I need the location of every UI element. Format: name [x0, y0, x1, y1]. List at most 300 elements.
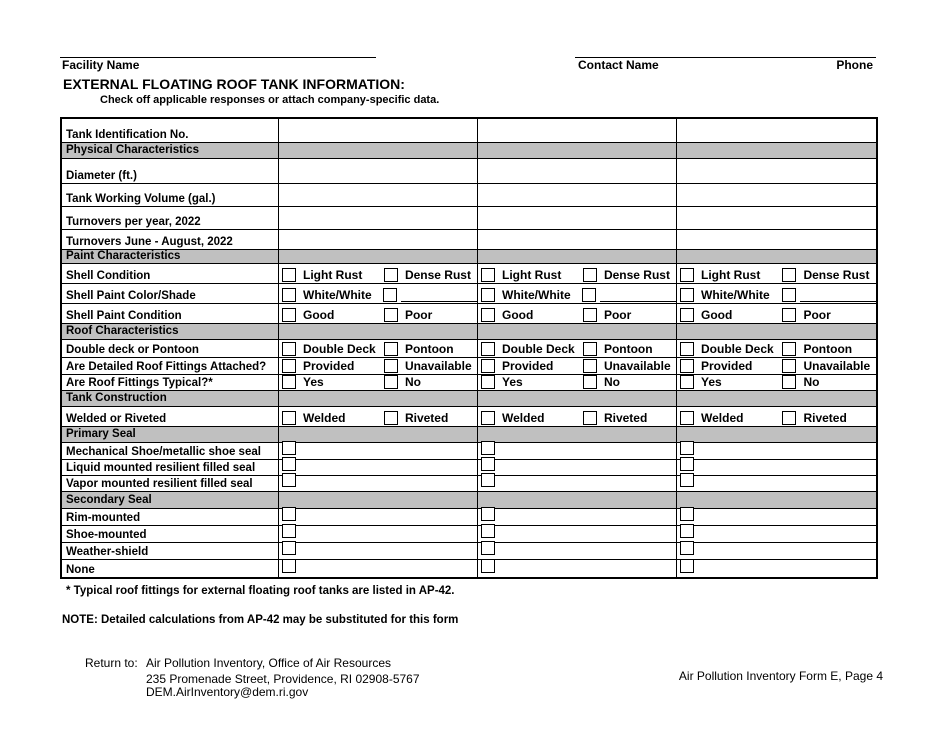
checkbox[interactable]	[282, 342, 296, 356]
other-fill-line[interactable]	[600, 301, 676, 302]
tank-1-cell	[278, 250, 477, 263]
option-pontoon[interactable]	[381, 342, 477, 357]
option-double-deck[interactable]	[279, 342, 381, 357]
checkbox[interactable]	[282, 559, 296, 573]
row-label: Diameter (ft.)	[66, 170, 137, 182]
section-header	[62, 250, 876, 264]
checkbox[interactable]	[383, 288, 397, 302]
tank-1-cell[interactable]	[278, 184, 477, 206]
option-dense-rust[interactable]	[779, 268, 876, 283]
option-welded[interactable]	[478, 411, 580, 426]
table-row	[62, 375, 876, 391]
option-welded[interactable]	[279, 411, 381, 426]
option-poor[interactable]	[580, 308, 676, 323]
checkbox-wrap[interactable]	[478, 559, 495, 577]
row-label: None	[66, 564, 95, 576]
tank-3-cell	[676, 324, 876, 339]
checkbox[interactable]	[384, 308, 398, 322]
checkbox[interactable]	[282, 359, 296, 373]
option-light-rust[interactable]	[677, 268, 779, 283]
option-dense-rust[interactable]	[381, 268, 477, 283]
tank-1-cell	[278, 543, 477, 559]
checkbox[interactable]	[481, 375, 495, 389]
row-label: Tank Identification No.	[66, 129, 189, 141]
tank-2-cell	[477, 476, 676, 491]
checkbox-wrap[interactable]	[279, 473, 296, 491]
option-label: White/White	[303, 288, 372, 302]
option-other[interactable]	[380, 288, 477, 303]
option-no[interactable]	[779, 375, 876, 390]
instructions: Check off applicable responses or attach company-specific data.	[100, 94, 440, 106]
checkbox[interactable]	[282, 441, 296, 455]
option-yes[interactable]	[279, 375, 381, 390]
row-label: Shell Paint Color/Shade	[66, 290, 196, 302]
option-label: Good	[502, 308, 534, 322]
tank-1-cell	[278, 304, 477, 323]
checkbox[interactable]	[680, 375, 694, 389]
table-row	[62, 476, 876, 492]
table-row	[62, 543, 876, 560]
option-good[interactable]	[279, 308, 381, 323]
tank-1-cell	[278, 443, 477, 459]
row-label: Weather-shield	[66, 546, 149, 558]
option-label: Unavailable	[404, 359, 472, 373]
checkbox[interactable]	[282, 524, 296, 538]
option-riveted[interactable]	[381, 411, 477, 426]
table-row	[62, 159, 876, 184]
option-poor[interactable]	[381, 308, 477, 323]
tank-1-cell	[278, 340, 477, 357]
checkbox[interactable]	[282, 268, 296, 282]
tank-1-cell	[278, 284, 477, 303]
tank-1-cell[interactable]	[278, 230, 477, 249]
checkbox-wrap[interactable]	[478, 541, 495, 559]
tank-1-cell	[278, 391, 477, 406]
tank-2-cell	[477, 250, 676, 263]
option-label: Yes	[701, 375, 722, 389]
tank-1-cell	[278, 560, 477, 577]
checkbox[interactable]	[481, 359, 495, 373]
option-label: No	[404, 375, 421, 389]
row-label: Turnovers June - August, 2022	[66, 236, 233, 248]
tank-1-cell	[278, 476, 477, 491]
tank-3-cell	[676, 304, 876, 323]
option-label: Pontoon	[603, 342, 653, 356]
tank-2-cell	[477, 543, 676, 559]
tank-2-cell	[477, 358, 676, 374]
tank-2-cell	[477, 340, 676, 357]
option-label: Light Rust	[701, 268, 761, 282]
option-light-rust[interactable]	[478, 268, 580, 283]
checkbox-wrap[interactable]	[279, 524, 296, 542]
section-header	[62, 143, 876, 159]
checkbox[interactable]	[680, 268, 694, 282]
table-row	[62, 526, 876, 543]
table-row	[62, 460, 876, 476]
contact-name-label: Contact Name	[578, 58, 659, 72]
checkbox-wrap[interactable]	[677, 473, 694, 491]
option-label: No	[603, 375, 620, 389]
address: 235 Promenade Street, Providence, RI 02908-5767	[146, 672, 420, 686]
option-pontoon[interactable]	[779, 342, 876, 357]
tank-3-cell	[676, 250, 876, 263]
option-label: Provided	[701, 359, 753, 373]
checkbox[interactable]	[583, 359, 597, 373]
option-label: Light Rust	[502, 268, 562, 282]
table-row	[62, 284, 876, 304]
tank-1-cell	[278, 526, 477, 542]
tank-2-cell	[477, 427, 676, 442]
tank-1-cell	[278, 492, 477, 508]
tank-2-cell	[477, 560, 676, 577]
row-label: Are Roof Fittings Typical?*	[66, 377, 213, 389]
tank-2-cell	[477, 407, 676, 426]
option-white-white[interactable]	[279, 288, 380, 303]
tank-2-cell	[477, 304, 676, 323]
tank-1-cell	[278, 509, 477, 525]
tank-1-cell	[278, 358, 477, 374]
checkbox[interactable]	[680, 473, 694, 487]
tank-3-cell	[676, 391, 876, 406]
option-label: Riveted	[404, 411, 449, 425]
checkbox[interactable]	[782, 288, 796, 302]
tank-2-cell	[477, 526, 676, 542]
option-label: Light Rust	[303, 268, 363, 282]
checkbox[interactable]	[583, 342, 597, 356]
tank-2-cell[interactable]	[477, 207, 676, 229]
section-header	[62, 427, 876, 443]
option-label: Poor	[603, 308, 632, 322]
option-no[interactable]	[381, 375, 477, 390]
tank-1-cell	[278, 375, 477, 390]
other-fill-line[interactable]	[401, 301, 477, 302]
page-title: EXTERNAL FLOATING ROOF TANK INFORMATION:	[63, 76, 405, 92]
option-riveted[interactable]	[779, 411, 876, 426]
return-to-label: Return to:	[85, 656, 138, 670]
checkbox[interactable]	[782, 268, 796, 282]
tank-3-cell	[676, 375, 876, 390]
tank-2-cell[interactable]	[477, 184, 676, 206]
option-label: Poor	[803, 308, 831, 322]
checkbox[interactable]	[481, 268, 495, 282]
checkbox[interactable]	[680, 359, 694, 373]
checkbox[interactable]	[481, 541, 495, 555]
checkbox[interactable]	[680, 288, 694, 302]
option-label: Pontoon	[803, 342, 853, 356]
footnote: * Typical roof fittings for external floating roof tanks are listed in AP-42.	[66, 585, 455, 597]
tank-3-cell	[676, 340, 876, 357]
checkbox[interactable]	[481, 342, 495, 356]
tank-2-cell	[477, 264, 676, 283]
option-label: Double Deck	[303, 342, 376, 356]
tank-3-cell	[676, 443, 876, 459]
row-label: Paint Characteristics	[66, 250, 181, 262]
row-label: Rim-mounted	[66, 512, 141, 524]
row-label: Welded or Riveted	[66, 413, 167, 425]
checkbox[interactable]	[282, 308, 296, 322]
checkbox-wrap[interactable]	[478, 507, 495, 525]
row-label: Tank Construction	[66, 392, 167, 404]
checkbox[interactable]	[782, 411, 796, 425]
row-label: Mechanical Shoe/metallic shoe seal	[66, 446, 261, 458]
checkbox[interactable]	[481, 559, 495, 573]
tank-3-cell	[676, 264, 876, 283]
row-label: Roof Characteristics	[66, 325, 179, 337]
option-label: Dense Rust	[603, 268, 670, 282]
tank-1-cell	[278, 324, 477, 339]
option-good[interactable]	[677, 308, 779, 323]
checkbox[interactable]	[384, 375, 398, 389]
tank-1-cell[interactable]	[278, 159, 477, 183]
option-dense-rust[interactable]	[580, 268, 676, 283]
tank-2-cell[interactable]	[477, 230, 676, 249]
tank-2-cell[interactable]	[477, 119, 676, 142]
tank-2-cell	[477, 509, 676, 525]
option-provided[interactable]	[279, 359, 381, 374]
option-label: No	[803, 375, 820, 389]
option-white-white[interactable]	[677, 288, 779, 303]
option-label: Riveted	[803, 411, 847, 425]
table-row	[62, 509, 876, 526]
option-label: Yes	[303, 375, 324, 389]
tank-1-cell	[278, 460, 477, 475]
option-light-rust[interactable]	[279, 268, 381, 283]
checkbox-wrap[interactable]	[677, 507, 694, 525]
checkbox-wrap[interactable]	[478, 524, 495, 542]
tank-3-cell	[676, 407, 876, 426]
form-page-number: Air Pollution Inventory Form E, Page 4	[678, 669, 883, 683]
checkbox[interactable]	[481, 457, 495, 471]
option-double-deck[interactable]	[677, 342, 779, 357]
checkbox[interactable]	[282, 507, 296, 521]
tank-3-cell	[676, 526, 876, 542]
tank-2-cell	[477, 143, 676, 158]
checkbox[interactable]	[481, 288, 495, 302]
checkbox[interactable]	[481, 441, 495, 455]
checkbox-wrap[interactable]	[279, 507, 296, 525]
checkbox[interactable]	[582, 288, 596, 302]
checkbox[interactable]	[782, 308, 796, 322]
checkbox[interactable]	[680, 342, 694, 356]
tank-information-table	[60, 117, 878, 579]
option-label: Provided	[303, 359, 355, 373]
row-label: Secondary Seal	[66, 493, 152, 506]
note: NOTE: Detailed calculations from AP-42 may be substituted for this form	[62, 614, 459, 626]
checkbox[interactable]	[782, 375, 796, 389]
tank-1-cell	[278, 407, 477, 426]
section-header	[62, 492, 876, 509]
checkbox[interactable]	[282, 411, 296, 425]
tank-3-cell[interactable]	[676, 230, 876, 249]
table-row	[62, 264, 876, 284]
tank-1-cell[interactable]	[278, 119, 477, 142]
option-label: Yes	[502, 375, 523, 389]
checkbox[interactable]	[282, 457, 296, 471]
tank-2-cell	[477, 324, 676, 339]
checkbox[interactable]	[481, 507, 495, 521]
checkbox[interactable]	[282, 375, 296, 389]
checkbox[interactable]	[583, 268, 597, 282]
option-pontoon[interactable]	[580, 342, 676, 357]
option-unavailable[interactable]	[779, 359, 876, 374]
row-label: Shell Condition	[66, 270, 151, 282]
phone-label: Phone	[836, 58, 873, 72]
row-label: Liquid mounted resilient filled seal	[66, 462, 256, 474]
tank-1-cell	[278, 143, 477, 158]
checkbox[interactable]	[680, 524, 694, 538]
tank-2-cell	[477, 391, 676, 406]
tank-1-cell	[278, 264, 477, 283]
checkbox[interactable]	[481, 411, 495, 425]
option-other[interactable]	[779, 288, 876, 303]
tank-3-cell[interactable]	[676, 184, 876, 206]
row-label: Are Detailed Roof Fittings Attached?	[66, 361, 267, 373]
checkbox-wrap[interactable]	[478, 473, 495, 491]
table-row	[62, 119, 876, 143]
checkbox[interactable]	[680, 507, 694, 521]
checkbox-wrap[interactable]	[279, 559, 296, 577]
option-label: White/White	[502, 288, 571, 302]
checkbox[interactable]	[481, 524, 495, 538]
email: DEM.AirInventory@dem.ri.gov	[146, 685, 309, 699]
row-label: Shoe-mounted	[66, 529, 147, 541]
option-other[interactable]	[579, 288, 676, 303]
tank-3-cell	[676, 460, 876, 475]
row-label: Shell Paint Condition	[66, 310, 182, 322]
checkbox[interactable]	[680, 541, 694, 555]
row-label: Tank Working Volume (gal.)	[66, 193, 216, 205]
checkbox[interactable]	[583, 411, 597, 425]
option-white-white[interactable]	[478, 288, 579, 303]
option-label: Good	[701, 308, 733, 322]
checkbox[interactable]	[282, 288, 296, 302]
tank-2-cell	[477, 375, 676, 390]
option-yes[interactable]	[677, 375, 779, 390]
checkbox-wrap[interactable]	[677, 559, 694, 577]
table-row	[62, 230, 876, 250]
table-row	[62, 207, 876, 230]
option-provided[interactable]	[677, 359, 779, 374]
tank-2-cell	[477, 460, 676, 475]
tank-3-cell	[676, 358, 876, 374]
checkbox-wrap[interactable]	[677, 541, 694, 559]
checkbox[interactable]	[384, 268, 398, 282]
checkbox[interactable]	[282, 473, 296, 487]
option-label: Dense Rust	[803, 268, 870, 282]
option-label: Double Deck	[502, 342, 575, 356]
tank-3-cell	[676, 427, 876, 442]
tank-3-cell	[676, 284, 876, 303]
checkbox[interactable]	[481, 308, 495, 322]
table-row	[62, 304, 876, 324]
tank-3-cell	[676, 143, 876, 158]
tank-1-cell	[278, 427, 477, 442]
checkbox[interactable]	[384, 411, 398, 425]
checkbox[interactable]	[680, 441, 694, 455]
table-row	[62, 407, 876, 427]
option-label: Good	[303, 308, 335, 322]
tank-3-cell	[676, 543, 876, 559]
table-row	[62, 443, 876, 460]
tank-3-cell	[676, 476, 876, 491]
tank-3-cell	[676, 509, 876, 525]
checkbox[interactable]	[583, 375, 597, 389]
checkbox[interactable]	[384, 359, 398, 373]
section-header	[62, 391, 876, 407]
tank-3-cell[interactable]	[676, 159, 876, 183]
table-row	[62, 340, 876, 358]
checkbox-wrap[interactable]	[677, 524, 694, 542]
option-label: Welded	[502, 411, 545, 425]
option-yes[interactable]	[478, 375, 580, 390]
return-to-office: Air Pollution Inventory, Office of Air Resources	[146, 656, 391, 670]
option-label: Unavailable	[603, 359, 671, 373]
facility-name-label: Facility Name	[62, 58, 140, 72]
option-label: Provided	[502, 359, 554, 373]
option-label: Unavailable	[803, 359, 871, 373]
option-provided[interactable]	[478, 359, 580, 374]
checkbox[interactable]	[680, 559, 694, 573]
checkbox[interactable]	[282, 541, 296, 555]
tank-2-cell	[477, 443, 676, 459]
checkbox-wrap[interactable]	[279, 541, 296, 559]
row-label: Primary Seal	[66, 428, 136, 440]
tank-1-cell[interactable]	[278, 207, 477, 229]
option-double-deck[interactable]	[478, 342, 580, 357]
section-header	[62, 324, 876, 340]
checkbox[interactable]	[583, 308, 597, 322]
row-label: Double deck or Pontoon	[66, 344, 199, 356]
tank-2-cell[interactable]	[477, 159, 676, 183]
option-poor[interactable]	[779, 308, 876, 323]
tank-3-cell	[676, 560, 876, 577]
checkbox[interactable]	[384, 342, 398, 356]
option-label: Pontoon	[404, 342, 454, 356]
checkbox[interactable]	[680, 411, 694, 425]
option-good[interactable]	[478, 308, 580, 323]
tank-3-cell[interactable]	[676, 119, 876, 142]
option-no[interactable]	[580, 375, 676, 390]
checkbox[interactable]	[782, 342, 796, 356]
option-label: Dense Rust	[404, 268, 471, 282]
option-unavailable[interactable]	[381, 359, 477, 374]
option-label: Double Deck	[701, 342, 774, 356]
row-label: Physical Characteristics	[66, 144, 199, 156]
option-label: White/White	[701, 288, 770, 302]
option-label: Riveted	[603, 411, 648, 425]
checkbox[interactable]	[680, 308, 694, 322]
tank-2-cell	[477, 492, 676, 508]
option-unavailable[interactable]	[580, 359, 676, 374]
tank-2-cell	[477, 284, 676, 303]
checkbox[interactable]	[481, 473, 495, 487]
table-row	[62, 358, 876, 375]
row-label: Turnovers per year, 2022	[66, 216, 201, 228]
tank-3-cell[interactable]	[676, 207, 876, 229]
option-label: Welded	[303, 411, 346, 425]
option-label: Welded	[701, 411, 744, 425]
checkbox[interactable]	[782, 359, 796, 373]
row-label: Vapor mounted resilient filled seal	[66, 478, 253, 490]
option-label: Poor	[404, 308, 433, 322]
table-row	[62, 560, 876, 577]
tank-3-cell	[676, 492, 876, 508]
option-riveted[interactable]	[580, 411, 676, 426]
option-welded[interactable]	[677, 411, 779, 426]
checkbox[interactable]	[680, 457, 694, 471]
table-row	[62, 184, 876, 207]
other-fill-line[interactable]	[800, 301, 876, 302]
